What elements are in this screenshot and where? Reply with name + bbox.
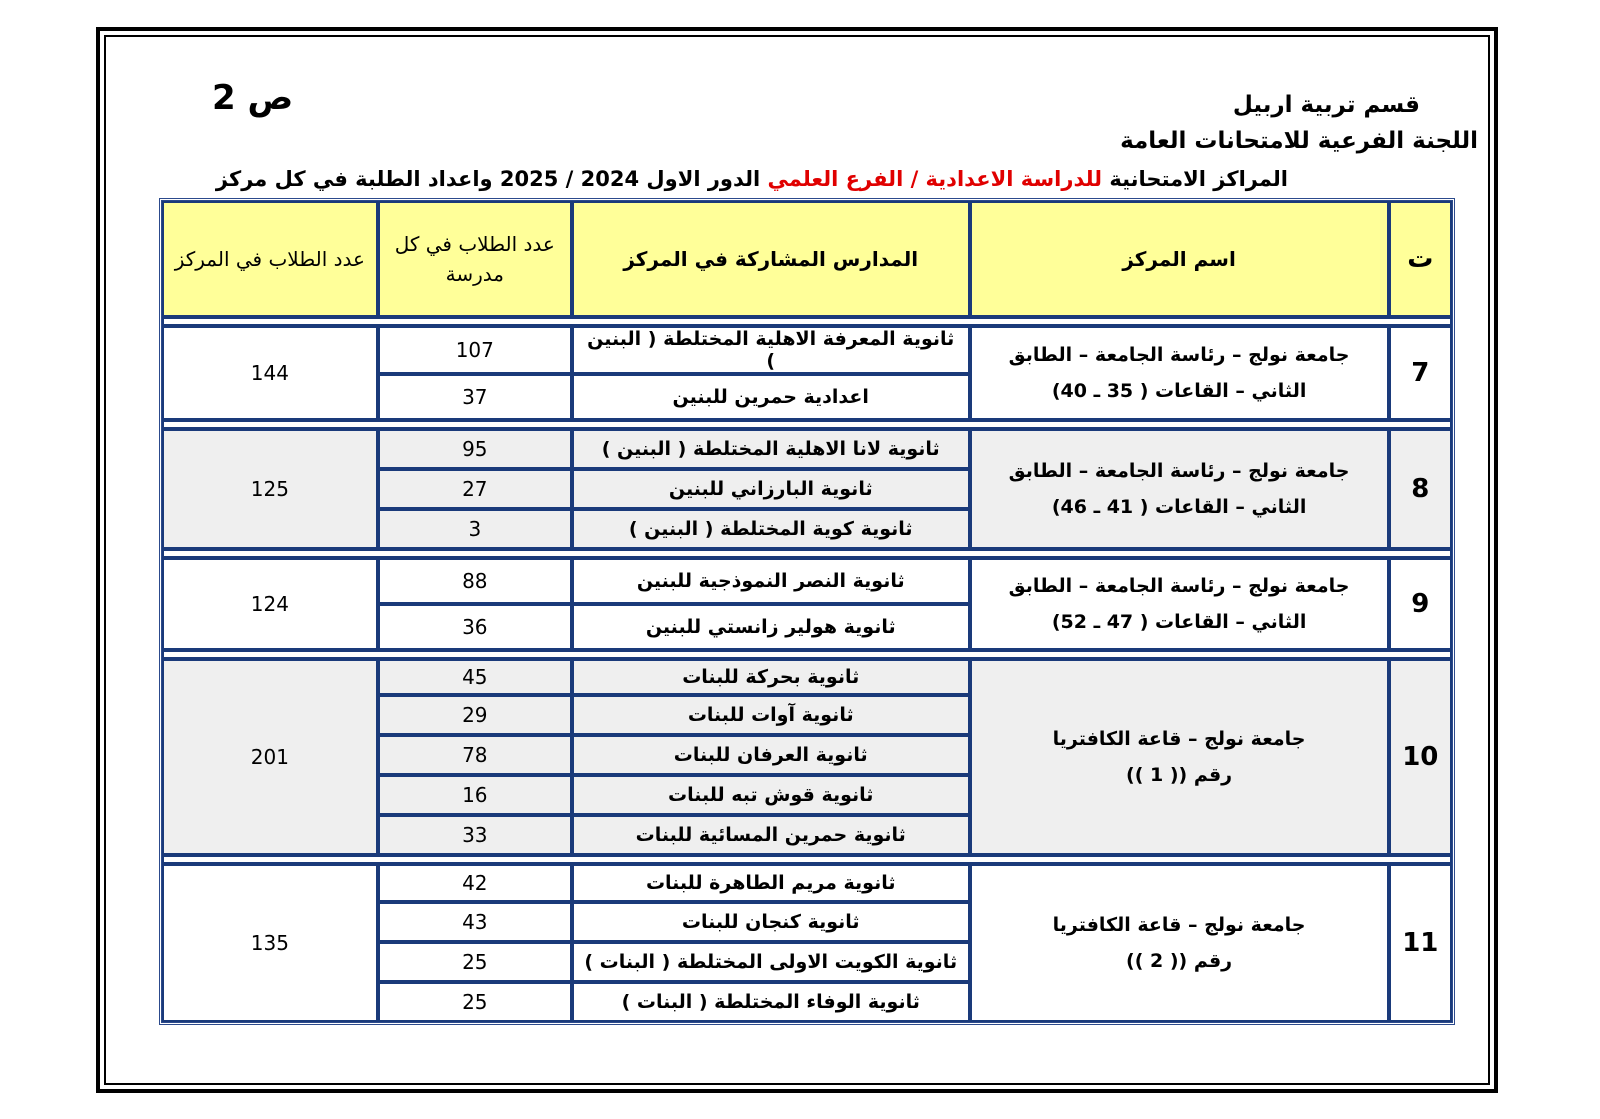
table-row [162, 429, 1452, 469]
table-row [162, 558, 1452, 604]
school-name: اعدادية حمرين للبنين [572, 374, 970, 420]
group-spacer [162, 317, 1452, 326]
school-name: ثانوية الكويت الاولى المختلطة ( البنات ) [572, 942, 970, 982]
group-spacer [162, 549, 1452, 558]
table-row [162, 659, 1452, 695]
center-name [970, 558, 1389, 650]
header-total: عدد الطلاب في المركز [162, 201, 378, 317]
school-student-count: 95 [378, 429, 572, 469]
table-row [162, 326, 1452, 374]
center-name [970, 326, 1389, 420]
header-title-part2: الدور الاول 2024 / 2025 واعداد الطلبة في كل مركز [215, 167, 768, 191]
school-name: ثانوية البارزاني للبنين [572, 469, 970, 509]
center-total-count: 135 [162, 864, 378, 1022]
header-schools: المدارس المشاركة في المركز [572, 201, 970, 317]
group-spacer [162, 420, 1452, 429]
header-center: اسم المركز [970, 201, 1389, 317]
center-name-line2: الثاني – القاعات ( 47 ـ 52) [1051, 611, 1307, 633]
school-student-count: 27 [378, 469, 572, 509]
header-committee: اللجنة الفرعية للامتحانات العامة [1120, 128, 1478, 154]
center-name [970, 864, 1389, 1022]
center-name [970, 429, 1389, 549]
center-total-count: 124 [162, 558, 378, 650]
school-name: ثانوية لانا الاهلية المختلطة ( البنين ) [572, 429, 970, 469]
spacer-cell [162, 855, 1452, 864]
group-spacer [162, 855, 1452, 864]
school-student-count: 43 [378, 902, 572, 942]
school-name: ثانوية بحركة للبنات [572, 659, 970, 695]
center-name-line1: جامعة نولج – رئاسة الجامعة – الطابق [1008, 344, 1350, 366]
header-title [216, 167, 1288, 191]
center-number: 7 [1389, 326, 1452, 420]
header-count-per-school: عدد الطلاب في كل مدرسة [378, 201, 572, 317]
center-number: 10 [1389, 659, 1452, 855]
spacer-cell [162, 549, 1452, 558]
center-number: 11 [1389, 864, 1452, 1022]
center-number: 8 [1389, 429, 1452, 549]
school-name: ثانوية هولير زانستي للبنين [572, 604, 970, 650]
center-number: 9 [1389, 558, 1452, 650]
school-student-count: 88 [378, 558, 572, 604]
school-name: ثانوية كوية المختلطة ( البنين ) [572, 509, 970, 549]
school-student-count: 16 [378, 775, 572, 815]
table-row [162, 864, 1452, 902]
school-student-count: 78 [378, 735, 572, 775]
table-header-row [162, 201, 1452, 317]
header-title-highlight: للدراسة الاعدادية / الفرع العلمي [767, 167, 1103, 191]
school-name: ثانوية قوش تبه للبنات [572, 775, 970, 815]
center-name-line1: جامعة نولج – رئاسة الجامعة – الطابق [1008, 460, 1350, 482]
school-student-count: 36 [378, 604, 572, 650]
center-name-line1: جامعة نولج – قاعة الكافتريا [1052, 728, 1306, 750]
exam-centers-table [159, 198, 1455, 1025]
center-total-count: 144 [162, 326, 378, 420]
school-name: ثانوية النصر النموذجية للبنين [572, 558, 970, 604]
school-name: ثانوية المعرفة الاهلية المختلطة ( البنين ) [572, 326, 970, 374]
center-name-line2: رقم (( 2 )) [1126, 950, 1233, 972]
school-name: ثانوية آوات للبنات [572, 695, 970, 735]
school-name: ثانوية حمرين المسائية للبنات [572, 815, 970, 855]
center-total-count: 125 [162, 429, 378, 549]
center-name-line2: الثاني – القاعات ( 41 ـ 46) [1051, 496, 1307, 518]
center-name-line2: الثاني – القاعات ( 35 ـ 40) [1051, 380, 1307, 402]
center-name-line2: رقم (( 1 )) [1126, 764, 1233, 786]
center-name [970, 659, 1389, 855]
center-total-count: 201 [162, 659, 378, 855]
school-student-count: 25 [378, 982, 572, 1022]
spacer-cell [162, 650, 1452, 659]
header-department: قسم تربية اربيل [1232, 92, 1420, 118]
school-name: ثانوية كنجان للبنات [572, 902, 970, 942]
school-student-count: 42 [378, 864, 572, 902]
school-name: ثانوية مريم الطاهرة للبنات [572, 864, 970, 902]
center-name-line1: جامعة نولج – رئاسة الجامعة – الطابق [1008, 575, 1350, 597]
header-title-part1: المراكز الامتحانية [1102, 167, 1288, 191]
school-student-count: 45 [378, 659, 572, 695]
school-name: ثانوية العرفان للبنات [572, 735, 970, 775]
school-student-count: 25 [378, 942, 572, 982]
school-name: ثانوية الوفاء المختلطة ( البنات ) [572, 982, 970, 1022]
page-number: ص 2 [212, 78, 294, 118]
spacer-cell [162, 317, 1452, 326]
spacer-cell [162, 420, 1452, 429]
school-student-count: 33 [378, 815, 572, 855]
school-student-count: 37 [378, 374, 572, 420]
school-student-count: 29 [378, 695, 572, 735]
header-no: ت [1389, 201, 1452, 317]
group-spacer [162, 650, 1452, 659]
school-student-count: 3 [378, 509, 572, 549]
center-name-line1: جامعة نولج – قاعة الكافتريا [1052, 914, 1306, 936]
school-student-count: 107 [378, 326, 572, 374]
